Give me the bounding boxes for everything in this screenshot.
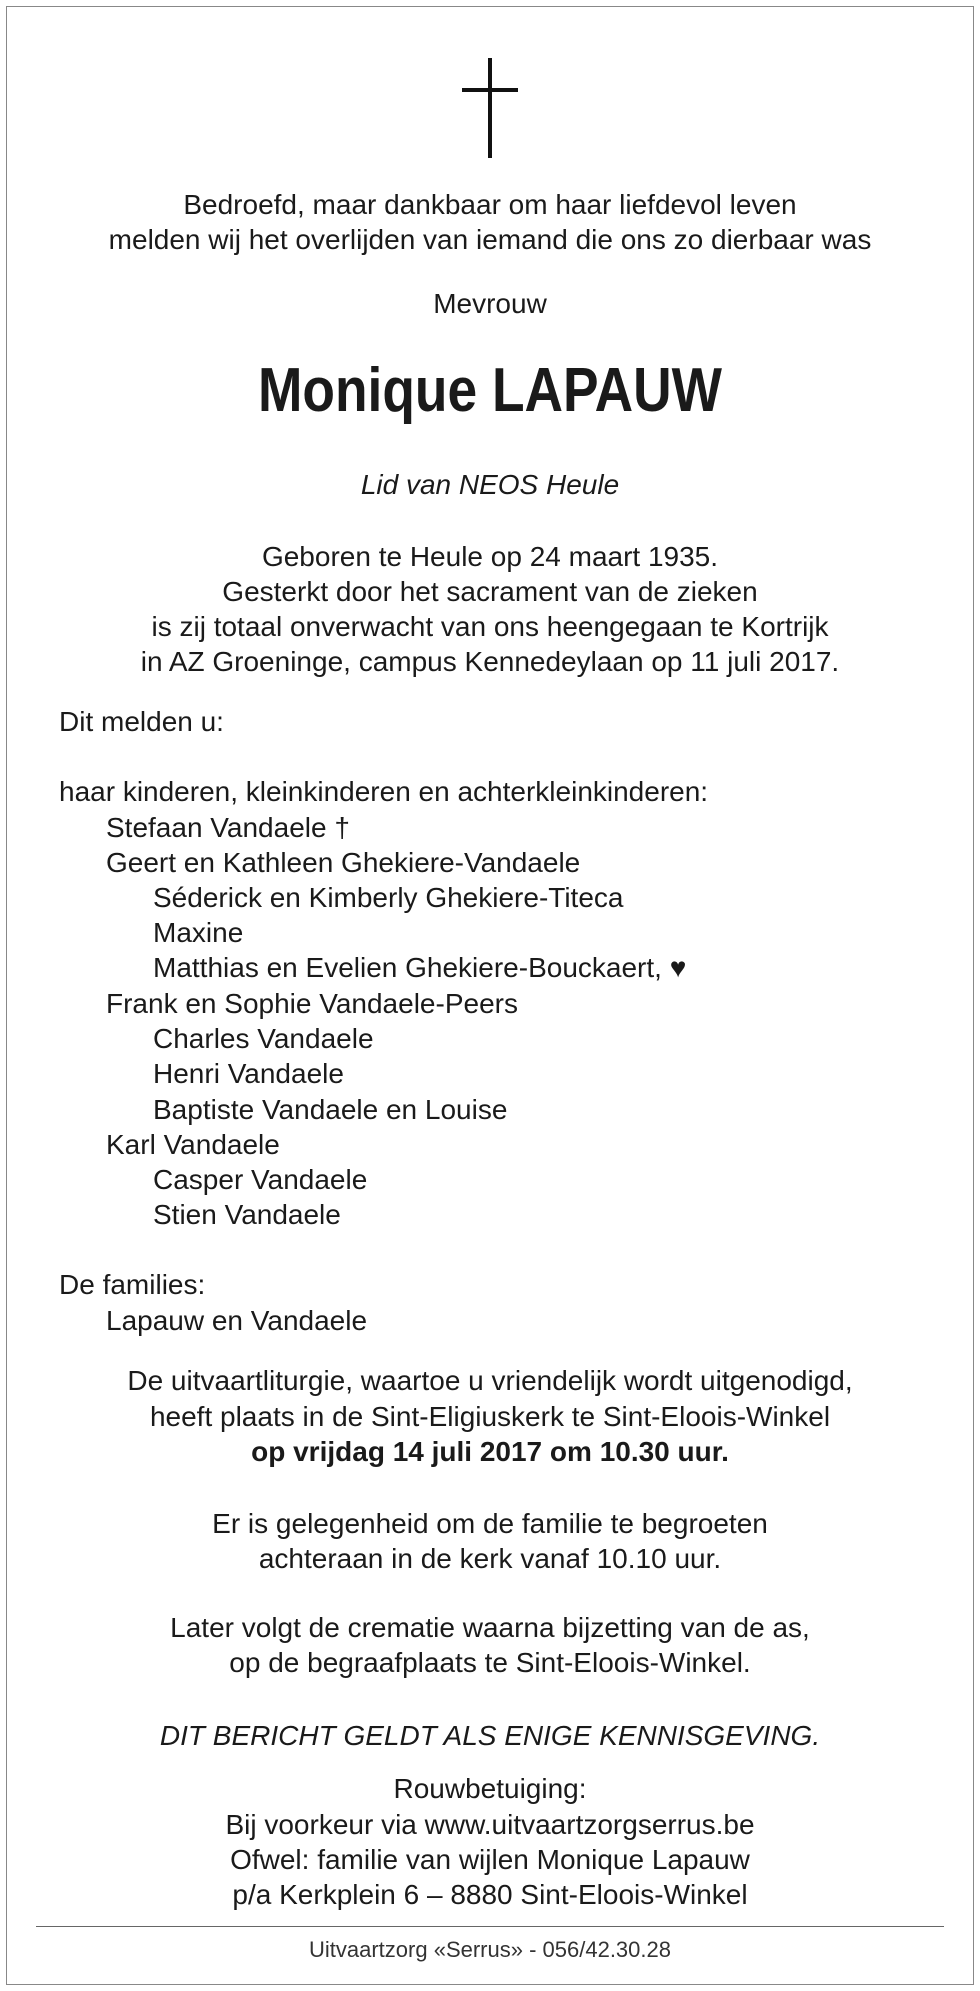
salutation: Mevrouw: [433, 288, 547, 319]
bio-line-2: Gesterkt door het sacrament van de zieken: [222, 576, 758, 607]
family-item: Stien Vandaele: [153, 1199, 341, 1230]
family-item: Baptiste Vandaele en Louise: [153, 1094, 508, 1125]
family-item: Geert en Kathleen Ghekiere-Vandaele: [106, 847, 581, 878]
notice: DIT BERICHT GELDT ALS ENIGE KENNISGEVING.: [159, 1720, 821, 1751]
condolence-address: p/a Kerkplein 6 – 8880 Sint-Eloois-Winkel: [232, 1879, 748, 1910]
footer-divider: [36, 1926, 944, 1927]
bio-line-4: in AZ Groeninge, campus Kennedeylaan op 11 juli 2017.: [140, 646, 840, 677]
ceremony-line-2: heeft plaats in de Sint-Eligiuskerk te Sint-Eloois-Winkel: [149, 1401, 831, 1432]
announce-label: Dit melden u:: [59, 706, 224, 737]
family-item: Casper Vandaele: [153, 1164, 368, 1195]
family-item: Stefaan Vandaele †: [106, 812, 350, 843]
bio-line-3: is zij totaal onverwacht van ons heengegaan te Kortrijk: [151, 611, 829, 642]
greeting-line-2: achteraan in de kerk vanaf 10.10 uur.: [258, 1543, 722, 1574]
families-value: Lapauw en Vandaele: [106, 1305, 368, 1336]
condolence-heading: Rouwbetuiging:: [393, 1773, 587, 1804]
bio-line-1: Geboren te Heule op 24 maart 1935.: [261, 541, 719, 572]
deceased-name: Monique LAPAUW: [257, 356, 722, 425]
family-item: Karl Vandaele: [106, 1129, 280, 1160]
ceremony-line-1: De uitvaartliturgie, waartoe u vriendelijk wordt uitgenodigd,: [127, 1365, 853, 1396]
intro-line-1: Bedroefd, maar dankbaar om haar liefdevol leven: [183, 189, 797, 220]
families-label: De families:: [59, 1269, 206, 1300]
cremation-line-1: Later volgt de crematie waarna bijzetting van de as,: [170, 1612, 810, 1643]
family-item: Charles Vandaele: [153, 1023, 374, 1054]
cross-icon: [462, 58, 518, 158]
membership: Lid van NEOS Heule: [360, 469, 620, 500]
family-item: Maxine: [153, 917, 244, 948]
cremation-line-2: op de begraafplaats te Sint-Eloois-Winkel.: [229, 1647, 751, 1678]
greeting-line-1: Er is gelegenheid om de familie te begroeten: [212, 1508, 768, 1539]
family-item: Séderick en Kimberly Ghekiere-Titeca: [153, 882, 624, 913]
footer-funeral-home: Uitvaartzorg «Serrus» - 056/42.30.28: [309, 1937, 671, 1962]
family-item: Frank en Sophie Vandaele-Peers: [106, 988, 518, 1019]
condolence-website: Bij voorkeur via www.uitvaartzorgserrus.be: [225, 1809, 755, 1840]
family-heading: haar kinderen, kleinkinderen en achterkleinkinderen:: [59, 776, 709, 807]
intro-line-2: melden wij het overlijden van iemand die ons zo dierbaar was: [108, 224, 872, 255]
family-item: Henri Vandaele: [153, 1058, 344, 1089]
ceremony-datetime: op vrijdag 14 juli 2017 om 10.30 uur.: [251, 1436, 729, 1467]
family-item: Matthias en Evelien Ghekiere-Bouckaert, ♥: [153, 952, 687, 983]
condolence-alt: Ofwel: familie van wijlen Monique Lapauw: [230, 1844, 750, 1875]
